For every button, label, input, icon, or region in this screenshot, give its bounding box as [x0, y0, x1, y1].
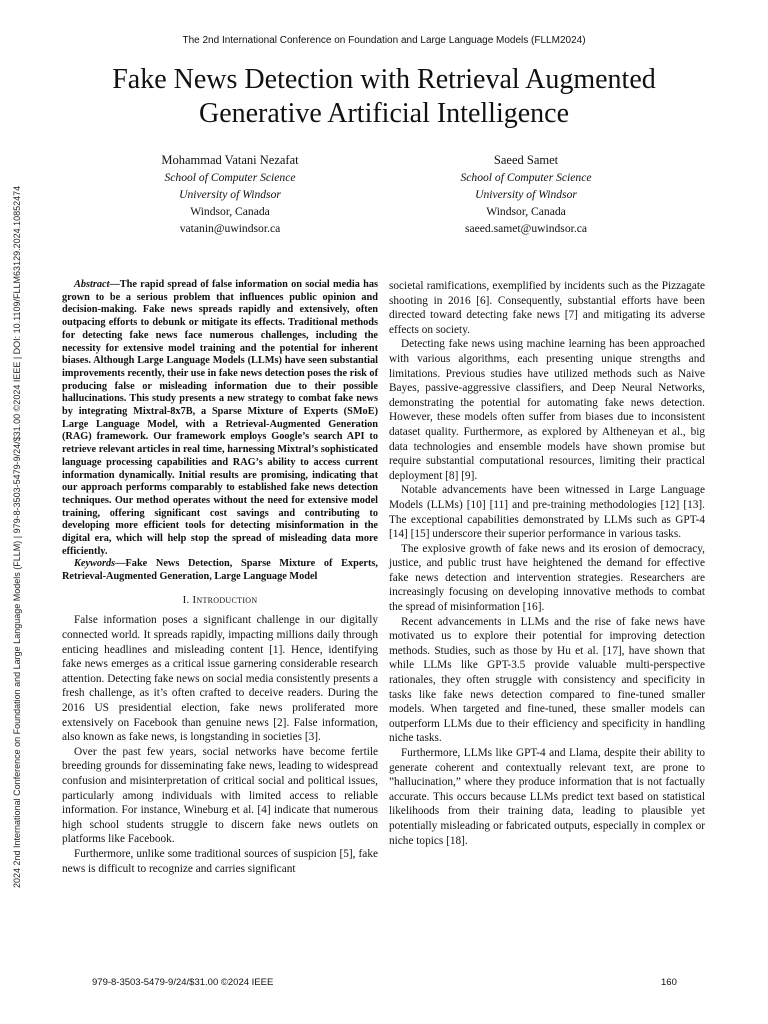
abstract	[62, 279, 378, 558]
side-identifier-text: 2024 2nd International Conference on Foundation and Large Language Models (FLLM) | 979-8-3503-5479-9/24/$31.00 ©2024 IEEE | DOI: 10.1109/FLLM63129.2024.10852474	[12, 185, 22, 888]
author-dept: School of Computer Science	[164, 171, 296, 184]
author-email: vatanin@uwindsor.ca	[179, 222, 281, 235]
author-university: University of Windsor	[475, 188, 577, 201]
keywords-label: Keywords	[74, 558, 116, 570]
author-dept: School of Computer Science	[460, 171, 592, 184]
abstract-text: —The rapid spread of false information on social media has grown to be a serious problem that influences public opinion and decision-making. Fake news spreads rapidly and extensively, often outpacing efforts to debunk or mitigate its effects. Traditional methods for detecting fake news face numerous challenges, including the necessity for extensive model training and the potential for inherent biases. Although Large Language Models (LLMs) have seen substantial improvements recently, their use in fake news detection poses the risk of producing false or misleading information due to their possible hallucinations. This study presents a new strategy to combat fake news by integrating Mixtral-8x7B, a Sparse Mixture of Experts (SMoE) Large Language Model, with a Retrieval-Augmented Generation (RAG) framework. Our framework employs Google’s search API to retrieve relevant articles in real time, harnessing Mixtral’s sophisticated language processing capabilities and RAG’s ability to access current information dynamically. Initial results are promising, indicating that our approach performs comparably to established fake news detection techniques. Our method operates without the need for extensive model training, offering significant cost savings and contributing to developing more efficient tools for detecting misinformation in the digital era, which will help stop the spread of misleading data more efficiently.	[62, 279, 378, 557]
paper-title	[60, 63, 708, 131]
paragraph: Over the past few years, social networks have become fertile breeding grounds for disseminating fake news, leading to widespread confusion and misinterpretation of critical social and political issues, particularly among individuals with limited access to reliable information. For instance, Wineburg et al. [4] indicate that numerous high school students struggle to discern fake news outlets on platforms like Facebook.	[62, 745, 378, 846]
section-heading	[62, 593, 378, 608]
paragraph: societal ramifications, exemplified by incidents such as the Pizzagate shooting in 2016 [6]. Consequently, substantial efforts have been directed toward detecting fake news [7] and mitigating its adverse effects on society.	[389, 280, 705, 336]
title-line-2: Generative Artificial Intelligence	[198, 98, 570, 129]
paragraph: Detecting fake news using machine learning has been approached with various algorithms, each presenting unique strengths and limitations. Previous studies have utilized methods such as Naive Bayes, passive-aggressive classifiers, and Deep Neural Networks, demonstrating the potential for automating fake news detection. However, these models often suffer from biases due to inconsistent dataset quality. Furthermore, as explored by Altheneyan et al., big data technologies and ensemble models have shown promise but require substantial computational resources, limiting their practical deployment [8] [9].	[389, 338, 705, 482]
right-column	[389, 279, 705, 848]
section-title: Introduction	[192, 593, 258, 606]
conference-header: The 2nd International Conference on Foundation and Large Language Models (FLLM2024)	[182, 35, 586, 46]
author-location: Windsor, Canada	[190, 205, 270, 218]
page-number: 160	[661, 977, 677, 988]
section-number: I.	[182, 593, 190, 606]
side-identifier	[0, 138, 24, 888]
keywords	[62, 558, 378, 583]
author-2	[386, 152, 666, 237]
paragraph: The explosive growth of fake news and its erosion of democracy, justice, and public trust have heightened the demand for effective fake news detection and intervention strategies. Researchers are increasingly focusing on developing innovative methods to combat the spread of misinformation [16].	[389, 542, 705, 614]
left-column	[62, 279, 378, 876]
title-line-1: Fake News Detection with Retrieval Augmented	[112, 64, 656, 95]
keywords-text: —Fake News Detection, Sparse Mixture of Experts, Retrieval-Augmented Generation, Large Language Model	[62, 558, 378, 583]
footer-isbn: 979-8-3503-5479-9/24/$31.00 ©2024 IEEE	[92, 977, 274, 988]
author-location: Windsor, Canada	[486, 205, 566, 218]
abstract-label: Abstract	[74, 279, 110, 290]
author-university: University of Windsor	[179, 188, 281, 201]
author-1	[90, 152, 370, 237]
author-email: saeed.samet@uwindsor.ca	[464, 222, 588, 235]
paragraph: Notable advancements have been witnessed in Large Language Models (LLMs) [10] [11] and pre-training methodologies [12] [13]. The exceptional capabilities demonstrated by LLMs such as GPT-4 [14] [15] underscore their superior performance in various tasks.	[389, 484, 705, 541]
paragraph: Recent advancements in LLMs and the rise of fake news have motivated us to explore their potential for improving detection methods. Studies, such as those by Hu et al. [17], have shown that while LLMs like GPT-3.5 provide valuable multi-perspective rationales, they often struggle with consistency and specificity in tasks like fake news detection compared to fine-tuned smaller models. When targeted and fine-tuned, these smaller models can outperform LLMs due to their efficiency and specificity in handling niche tasks.	[389, 615, 705, 745]
paragraph: Furthermore, LLMs like GPT-4 and Llama, despite their ability to generate coherent and contextually relevant text, are prone to ”hallucination,” where they produce information that is not factually accurate. This occurs because LLMs predict text based on statistical likelihoods from their training data, leading to plausible yet potentially misleading or fabricated outputs, especially in complex or niche topics [18].	[389, 747, 705, 847]
author-name: Mohammad Vatani Nezafat	[161, 153, 299, 167]
paragraph: False information poses a significant challenge in our digitally connected world. It spreads rapidly, impacting millions daily through enticing headlines and misleading content [1]. Hence, identifying fake news emerges as a critical issue garnering considerable research attention. Detecting fake news on social media consistently presents a fresh challenge, as it’s often crafted to deceive readers. During the 2016 US presidential election, fake news proliferated more extensively on Facebook than genuine news [2]. False information, also known as fake news, is longstanding in societies [3].	[62, 614, 378, 744]
paragraph: Furthermore, unlike some traditional sources of suspicion [5], fake news is difficult to recognize and carries significant	[62, 847, 378, 875]
author-name: Saeed Samet	[493, 153, 559, 167]
